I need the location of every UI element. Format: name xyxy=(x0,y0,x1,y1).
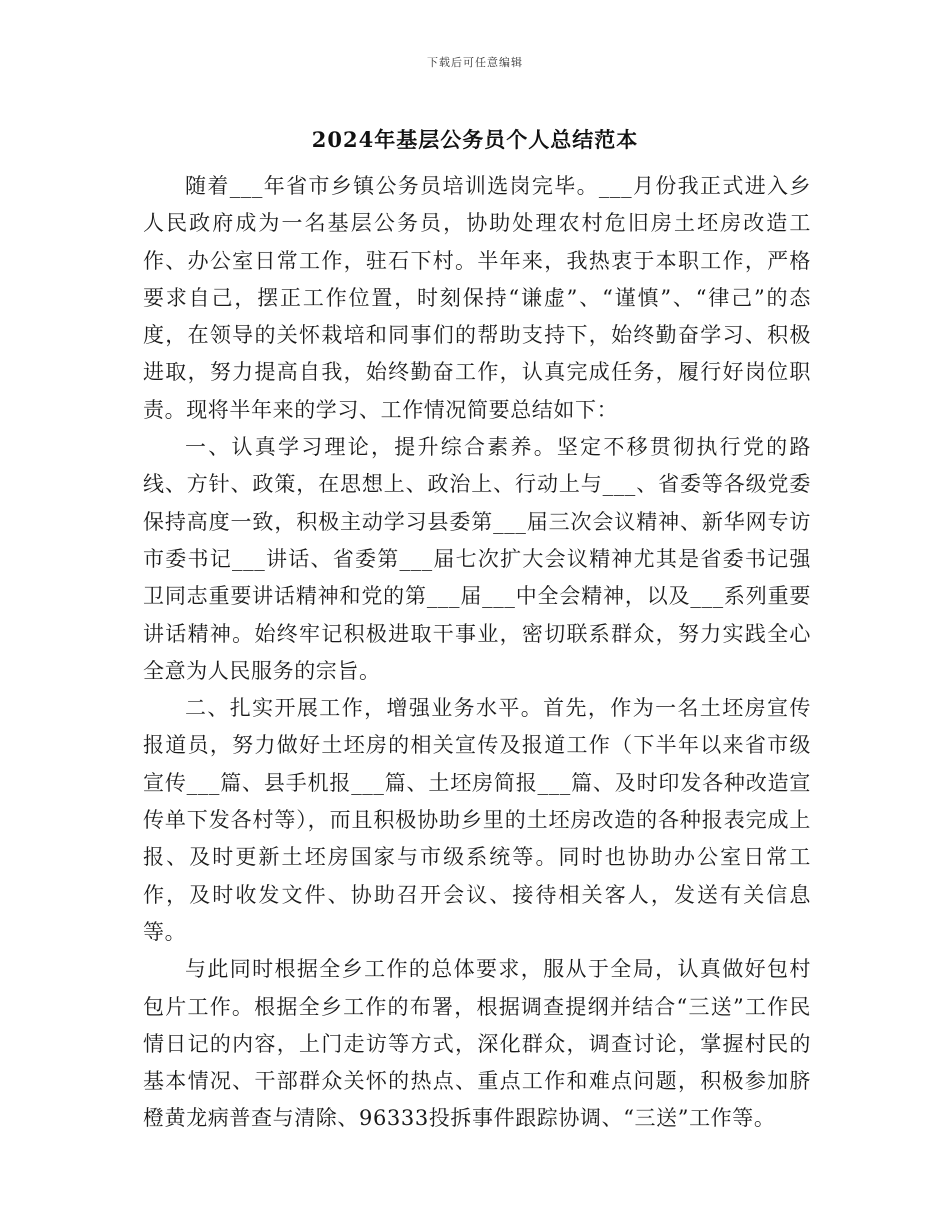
paragraph-intro: 随着___年省市乡镇公务员培训选岗完毕。___月份我正式进入乡人民政府成为一名基层公务员，协助处理农村危旧房土坯房改造工作、办公室日常工作，驻石下村。半年来，我热衷于本职工作，严格要求自己，摆正工作位置，时刻保持“谦虚”、“谨慎”、“律己”的态度，在领导的关怀栽培和同事们的帮助支持下，始终勤奋学习、积极进取，努力提高自我，始终勤奋工作，认真完成任务，履行好岗位职责。现将半年来的学习、工作情况简要总结如下： xyxy=(143,174,811,422)
document-title: 2024年基层公务员个人总结范本 xyxy=(311,127,639,152)
paragraph-work-duties: 二、扎实开展工作，增强业务水平。首先，作为一名土坯房宣传报道员，努力做好土坯房的相关宣传及报道工作（下半年以来省市级宣传___篇、县手机报___篇、土坯房简报___篇、及时印发各种改造宣传单下发各村等），而且积极协助乡里的土坯房改造的各种报表完成上报、及时更新土坯房国家与市级系统等。同时也协助办公室日常工作，及时收发文件、协助召开会议、接待相关客人，发送有关信息等。 xyxy=(143,696,811,944)
document-body xyxy=(143,168,811,1138)
header-note: 下载后可任意编辑 xyxy=(427,56,523,69)
paragraph-village-work: 与此同时根据全乡工作的总体要求，服从于全局，认真做好包村包片工作。根据全乡工作的布署，根据调查提纲并结合“三送”工作民情日记的内容，上门走访等方式，深化群众，调查讨论，掌握村民的基本情况、干部群众关怀的热点、重点工作和难点问题，积极参加脐橙黄龙病普查与清除、96333投拆事件跟踪协调、“三送”工作等。 xyxy=(143,957,811,1131)
paragraph-study-theory: 一、认真学习理论，提升综合素养。坚定不移贯彻执行党的路线、方针、政策，在思想上、政治上、行动上与___、省委等各级党委保持高度一致，积极主动学习县委第___届三次会议精神、新华网专访市委书记___讲话、省委第___届七次扩大会议精神尤其是省委书记强卫同志重要讲话精神和党的第___届___中全会精神，以及___系列重要讲话精神。始终牢记积极进取干事业，密切联系群众，努力实践全心全意为人民服务的宗旨。 xyxy=(143,435,811,683)
